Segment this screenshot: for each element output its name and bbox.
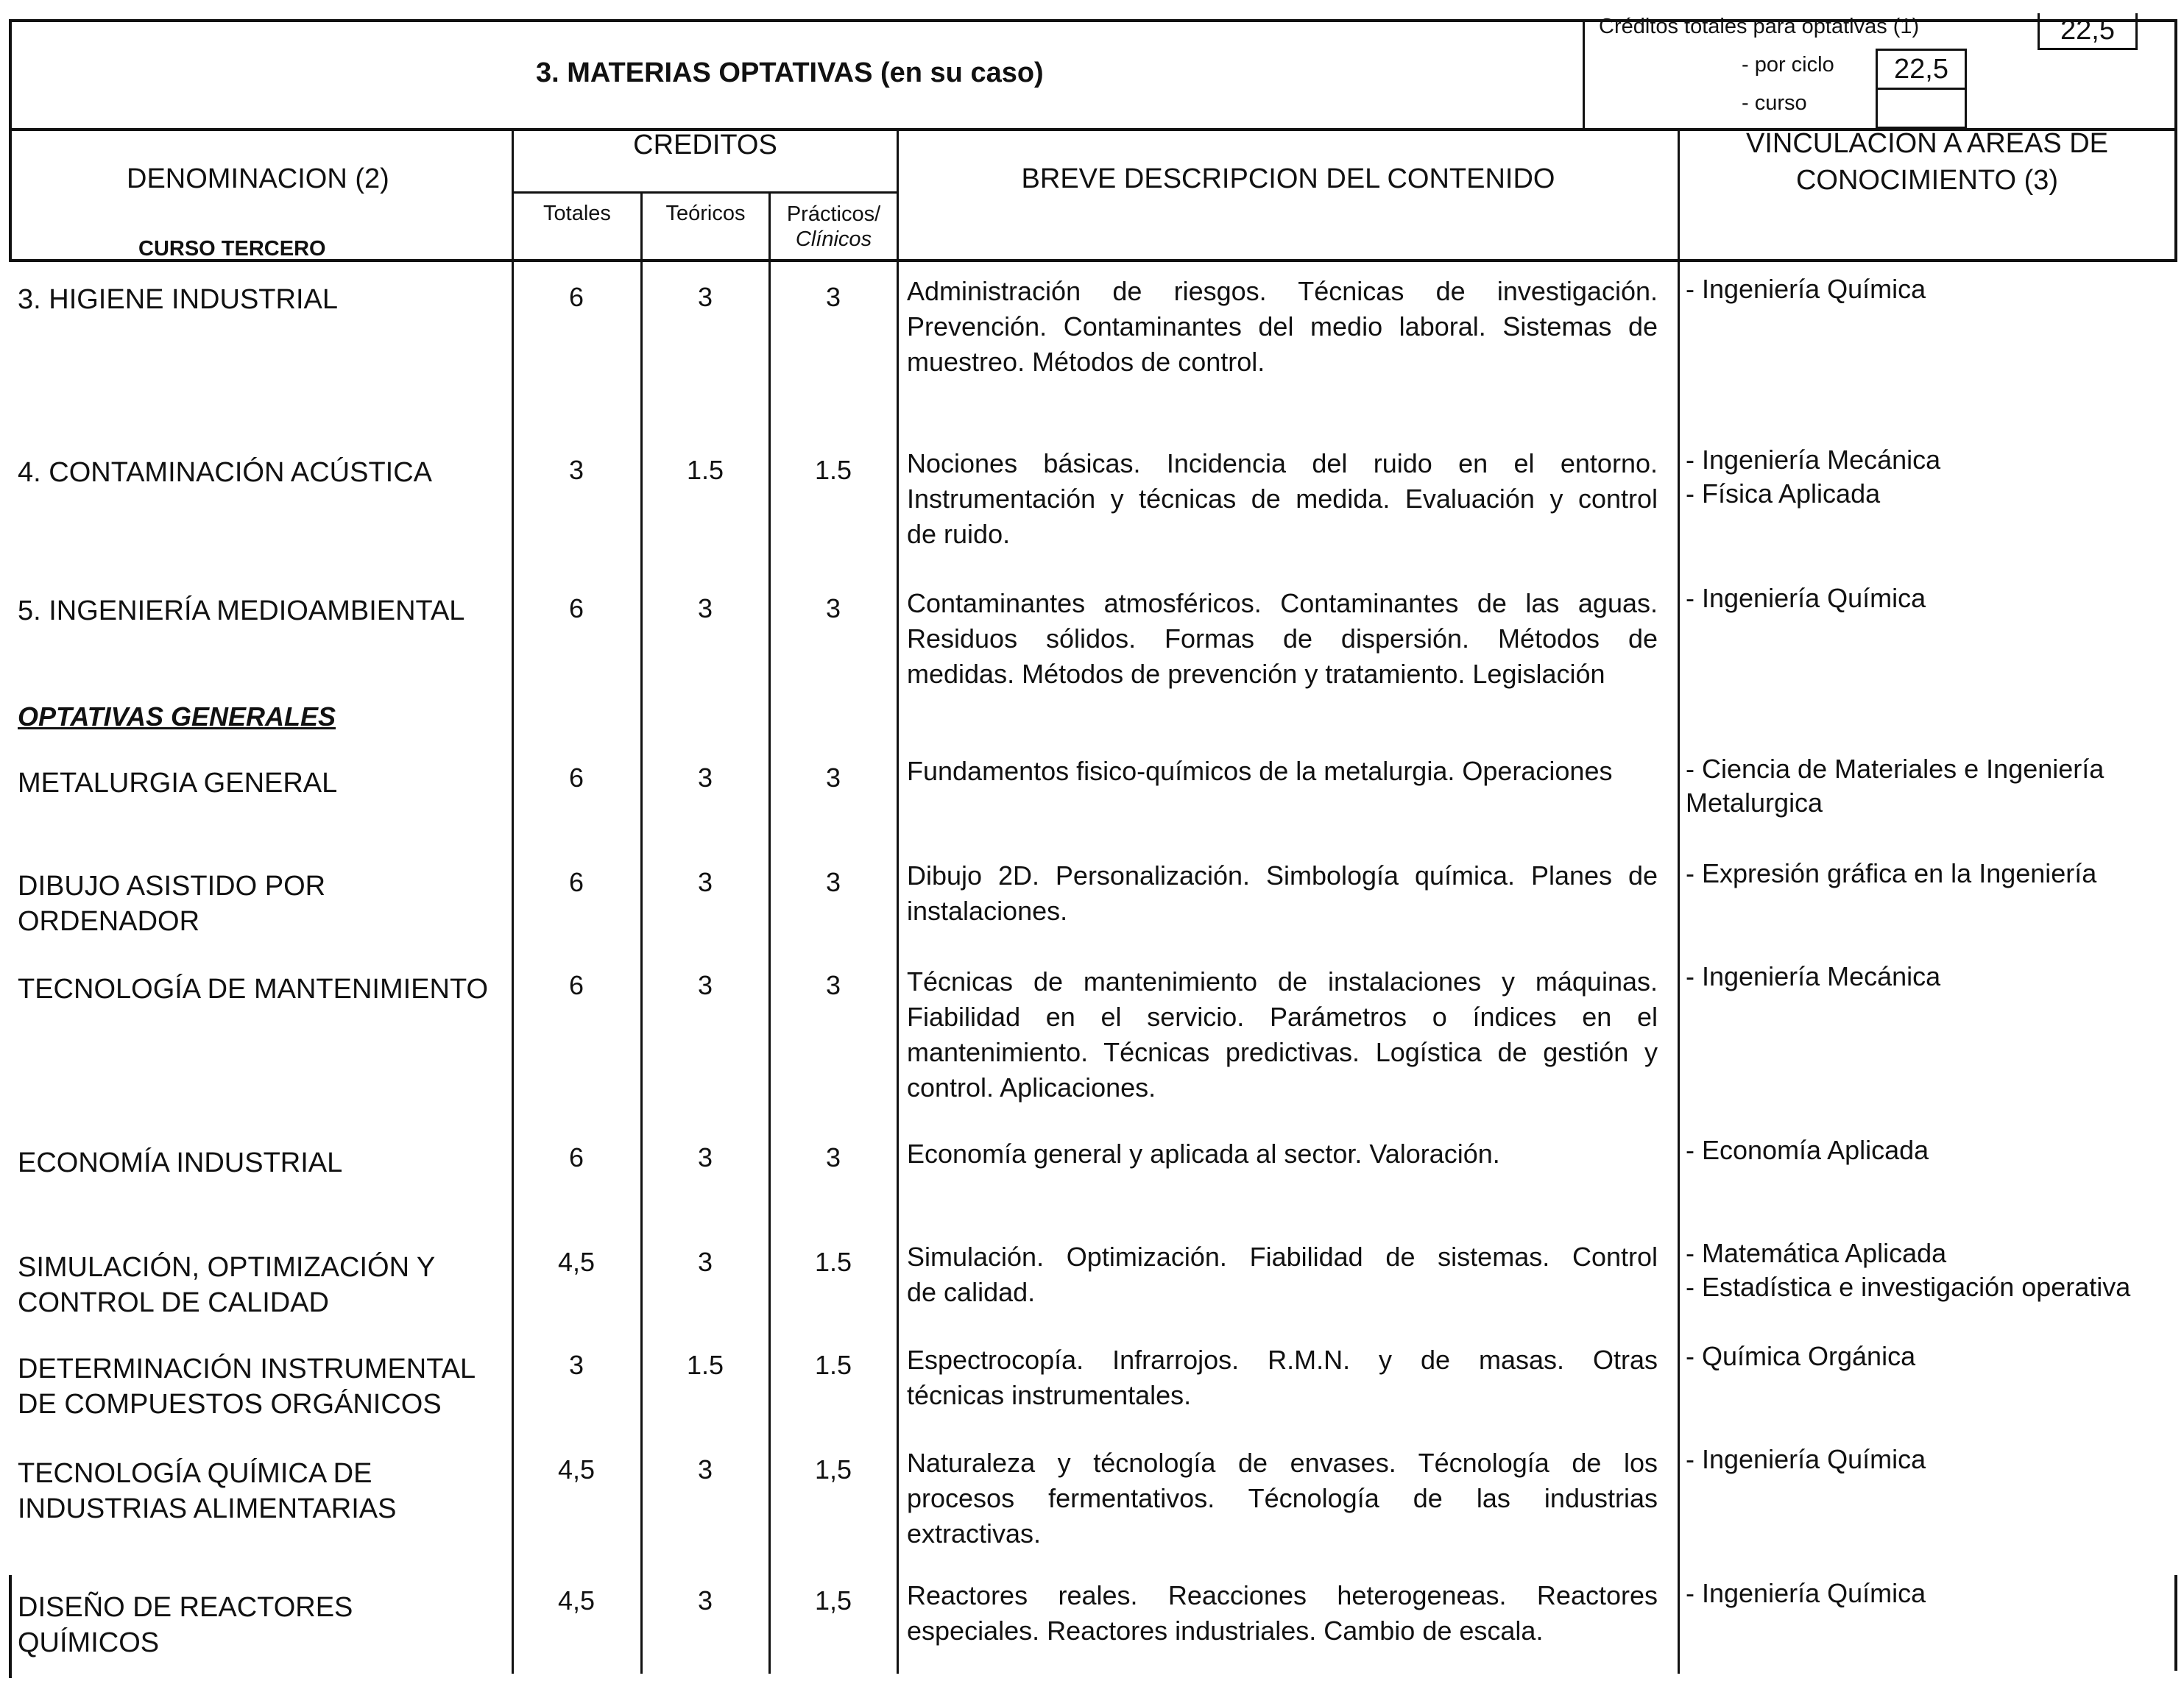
per-course-label: - curso bbox=[1742, 91, 1807, 115]
description-line: control. Aplicaciones. bbox=[907, 1072, 1156, 1103]
description-line: medidas. Métodos de prevención y tratamiento. Legislación bbox=[907, 659, 1605, 689]
subject-name bbox=[18, 868, 325, 939]
credits-totales: 6 bbox=[568, 763, 584, 793]
credits-totales: 3 bbox=[568, 455, 584, 485]
col-practicos bbox=[771, 202, 897, 252]
credits-totales: 3 bbox=[568, 1350, 584, 1380]
subject-name bbox=[18, 1456, 397, 1526]
credits-teoricos: 3 bbox=[697, 1142, 713, 1172]
per-course-box bbox=[1876, 88, 1967, 129]
knowledge-areas bbox=[1686, 581, 1926, 615]
subject-name bbox=[18, 1250, 435, 1320]
credits-totales: 6 bbox=[568, 282, 584, 312]
credits-practicos: 1,5 bbox=[814, 1454, 852, 1485]
subject-description bbox=[907, 858, 1658, 929]
knowledge-areas bbox=[1686, 1237, 2130, 1304]
subject-name bbox=[18, 1590, 353, 1660]
knowledge-area: - Ingeniería Mecánica bbox=[1686, 961, 1941, 991]
subject-name bbox=[18, 455, 432, 490]
subject-description bbox=[907, 754, 1658, 789]
col-curso: CURSO TERCERO bbox=[138, 237, 326, 261]
credits-teoricos: 3 bbox=[697, 1585, 713, 1616]
knowledge-areas bbox=[1686, 960, 1940, 994]
credits-teoricos: 3 bbox=[697, 970, 713, 1000]
knowledge-areas bbox=[1686, 752, 2104, 820]
credits-totales: 4,5 bbox=[557, 1585, 596, 1616]
subject-description bbox=[907, 964, 1658, 1105]
col-totales: Totales bbox=[543, 202, 611, 225]
subject-description bbox=[907, 1578, 1658, 1649]
description-line: extractivas. bbox=[907, 1518, 1042, 1549]
col-practicos-line2: Clínicos bbox=[795, 227, 872, 251]
credits-practicos: 1.5 bbox=[814, 455, 852, 485]
credits-totales: 4,5 bbox=[557, 1247, 596, 1277]
credits-practicos: 3 bbox=[825, 593, 841, 623]
knowledge-area: Metalurgica bbox=[1686, 788, 1823, 818]
subject-description bbox=[907, 274, 1658, 380]
credits-practicos: 3 bbox=[825, 970, 841, 1000]
subject-description bbox=[907, 1342, 1658, 1413]
knowledge-area: - Ingeniería Química bbox=[1686, 583, 1926, 613]
per-cycle-box bbox=[1876, 49, 1967, 90]
credits-totales: 4,5 bbox=[557, 1454, 596, 1485]
knowledge-area: - Ingeniería Química bbox=[1686, 1444, 1926, 1474]
knowledge-areas bbox=[1686, 1577, 1926, 1610]
knowledge-area: - Química Orgánica bbox=[1686, 1341, 1916, 1371]
subject-name-line: 4. CONTAMINACIÓN ACÚSTICA bbox=[18, 457, 433, 488]
description-line: Dibujo 2D. Personalización. Simbología química. Planes de bbox=[907, 860, 1658, 891]
credits-practicos: 3 bbox=[825, 763, 841, 793]
credits-totales: 6 bbox=[568, 867, 584, 897]
description-line: instalaciones. bbox=[907, 896, 1068, 926]
description-line: especiales. Reactores industriales. Cambio de escala. bbox=[907, 1616, 1544, 1646]
knowledge-areas bbox=[1686, 443, 1940, 511]
col-practicos-line1: Prácticos/ bbox=[786, 202, 881, 226]
knowledge-areas bbox=[1686, 1443, 1926, 1476]
credits-totales: 6 bbox=[568, 970, 584, 1000]
knowledge-area: - Matemática Aplicada bbox=[1686, 1238, 1947, 1268]
subject-name bbox=[18, 282, 338, 317]
knowledge-areas bbox=[1686, 1133, 1929, 1167]
knowledge-areas bbox=[1686, 1340, 1915, 1373]
knowledge-area: - Ingeniería Química bbox=[1686, 274, 1926, 304]
credits-total-label: Créditos totales para optativas (1) bbox=[1599, 15, 1920, 38]
col-vinculacion bbox=[1680, 125, 2174, 199]
description-line: Nociones básicas. Incidencia del ruido en el entorno. bbox=[907, 448, 1658, 478]
subject-name-line: TECNOLOGÍA DE MANTENIMIENTO bbox=[18, 974, 489, 1005]
subject-name bbox=[18, 1145, 342, 1181]
credits-teoricos: 3 bbox=[697, 1454, 713, 1485]
subject-name-line: 3. HIGIENE INDUSTRIAL bbox=[18, 284, 338, 315]
credits-teoricos: 3 bbox=[697, 763, 713, 793]
description-line: muestreo. Métodos de control. bbox=[907, 347, 1265, 377]
subject-description bbox=[907, 586, 1658, 692]
description-line: Técnicas de mantenimiento de instalaciones y máquinas. bbox=[907, 966, 1658, 997]
description-line: Instrumentación y técnicas de medida. Evaluación y control bbox=[907, 484, 1658, 514]
credits-practicos: 1.5 bbox=[814, 1247, 852, 1277]
subject-name bbox=[18, 972, 488, 1007]
subject-name-line: DE COMPUESTOS ORGÁNICOS bbox=[18, 1389, 442, 1420]
subject-name bbox=[18, 765, 337, 801]
description-line: procesos fermentativos. Técnología de las industrias bbox=[907, 1483, 1658, 1513]
knowledge-areas bbox=[1686, 272, 1926, 306]
subject-name-line: TECNOLOGÍA QUÍMICA DE bbox=[18, 1458, 372, 1489]
subject-name-line: DETERMINACIÓN INSTRUMENTAL bbox=[18, 1354, 476, 1384]
subject-description bbox=[907, 1446, 1658, 1552]
description-line: de ruido. bbox=[907, 519, 1011, 549]
credits-teoricos: 3 bbox=[697, 593, 713, 623]
per-cycle-value: 22,5 bbox=[1894, 53, 1948, 85]
description-line: Contaminantes atmosféricos. Contaminantes de las aguas. bbox=[907, 588, 1658, 618]
knowledge-area: - Estadística e investigación operativa bbox=[1686, 1272, 2131, 1302]
description-line: mantenimiento. Técnicas predictivas. Logística de gestión y bbox=[907, 1037, 1658, 1067]
knowledge-area: - Física Aplicada bbox=[1686, 478, 1881, 509]
credits-totales: 6 bbox=[568, 1142, 584, 1172]
credits-teoricos: 3 bbox=[697, 867, 713, 897]
description-line: Economía general y aplicada al sector. Valoración. bbox=[907, 1139, 1500, 1169]
description-line: Simulación. Optimización. Fiabilidad de sistemas. Control bbox=[907, 1242, 1658, 1272]
subject-name-line: SIMULACIÓN, OPTIMIZACIÓN Y bbox=[18, 1252, 436, 1283]
col-vinculacion-line2: CONOCIMIENTO (3) bbox=[1795, 165, 2059, 196]
credits-teoricos: 1.5 bbox=[686, 455, 724, 485]
section-optativas-generales: OPTATIVAS GENERALES bbox=[18, 701, 336, 732]
knowledge-area: - Ciencia de Materiales e Ingeniería bbox=[1686, 754, 2105, 784]
credits-teoricos: 3 bbox=[697, 1247, 713, 1277]
credits-practicos: 3 bbox=[825, 282, 841, 312]
credits-practicos: 3 bbox=[825, 1142, 841, 1172]
description-line: Prevención. Contaminantes del medio laboral. Sistemas de bbox=[907, 311, 1658, 342]
subject-name-line: INDUSTRIAS ALIMENTARIAS bbox=[18, 1493, 397, 1524]
subject-name-line: DIBUJO ASISTIDO POR bbox=[18, 871, 326, 902]
description-line: Fundamentos fisico-químicos de la metalurgia. Operaciones bbox=[907, 756, 1613, 786]
credits-total-value: 22,5 bbox=[2060, 15, 2115, 46]
knowledge-area: - Expresión gráfica en la Ingeniería bbox=[1686, 858, 2097, 888]
credits-practicos: 1,5 bbox=[814, 1585, 852, 1616]
col-vinculacion-line1: VINCULACION A AREAS DE bbox=[1745, 128, 2109, 159]
subject-name-line: 5. INGENIERÍA MEDIOAMBIENTAL bbox=[18, 595, 465, 626]
col-denominacion: DENOMINACION (2) bbox=[127, 163, 389, 194]
knowledge-area: - Ingeniería Mecánica bbox=[1686, 445, 1941, 475]
knowledge-areas bbox=[1686, 857, 2096, 891]
description-line: Reactores reales. Reacciones heterogeneas. Reactores bbox=[907, 1580, 1658, 1610]
col-teoricos: Teóricos bbox=[665, 202, 746, 225]
subject-description bbox=[907, 446, 1658, 552]
credits-practicos: 1.5 bbox=[814, 1350, 852, 1380]
description-line: Naturaleza y técnología de envases. Técnología de los bbox=[907, 1448, 1658, 1478]
subject-description bbox=[907, 1136, 1658, 1172]
description-line: Residuos sólidos. Formas de dispersión. Métodos de bbox=[907, 623, 1658, 654]
subject-name-line: DISEÑO DE REACTORES bbox=[18, 1592, 353, 1623]
subject-name-line: ORDENADOR bbox=[18, 906, 200, 937]
subject-name-line: QUÍMICOS bbox=[18, 1627, 160, 1658]
description-line: de calidad. bbox=[907, 1277, 1036, 1307]
credits-teoricos: 1.5 bbox=[686, 1350, 724, 1380]
col-descripcion: BREVE DESCRIPCION DEL CONTENIDO bbox=[1021, 163, 1555, 194]
col-creditos: CREDITOS bbox=[633, 130, 777, 160]
credits-practicos: 3 bbox=[825, 867, 841, 897]
description-line: Fiabilidad en el servicio. Parámetros o índices en el bbox=[907, 1002, 1658, 1032]
subject-name bbox=[18, 593, 464, 629]
credits-totales: 6 bbox=[568, 593, 584, 623]
page-title: 3. MATERIAS OPTATIVAS (en su caso) bbox=[536, 57, 1044, 88]
knowledge-area: - Economía Aplicada bbox=[1686, 1135, 1929, 1165]
credits-teoricos: 3 bbox=[697, 282, 713, 312]
subject-name-line: METALURGIA GENERAL bbox=[18, 768, 338, 799]
credits-total-box bbox=[2038, 13, 2138, 50]
description-line: técnicas instrumentales. bbox=[907, 1380, 1192, 1410]
subject-name-line: ECONOMÍA INDUSTRIAL bbox=[18, 1147, 343, 1178]
subject-description bbox=[907, 1239, 1658, 1310]
description-line: Administración de riesgos. Técnicas de investigación. bbox=[907, 276, 1658, 306]
subject-name bbox=[18, 1351, 476, 1422]
description-line: Espectrocopía. Infrarrojos. R.M.N. y de masas. Otras bbox=[907, 1345, 1658, 1375]
per-cycle-label: - por ciclo bbox=[1742, 53, 1834, 77]
subject-name-line: CONTROL DE CALIDAD bbox=[18, 1287, 329, 1318]
knowledge-area: - Ingeniería Química bbox=[1686, 1578, 1926, 1608]
